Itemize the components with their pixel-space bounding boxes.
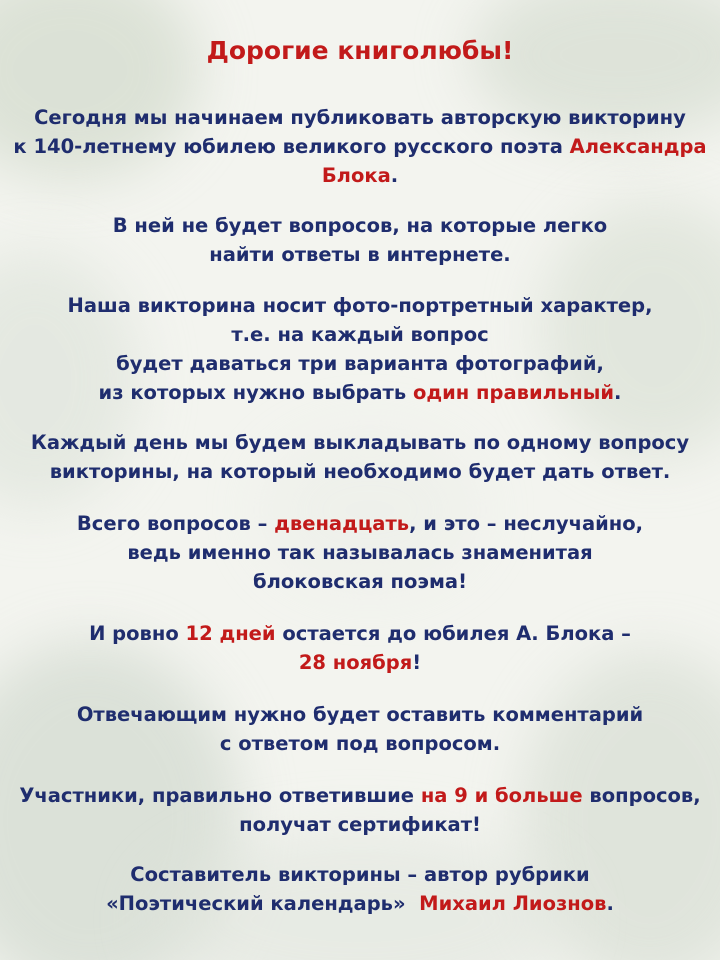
text-line: с ответом под вопросом. — [219, 732, 501, 755]
text-fragment: И ровно — [89, 622, 186, 645]
paragraph-author — [0, 860, 720, 918]
text-line — [0, 161, 720, 190]
paragraph-certificate — [0, 781, 720, 839]
text-line: Сегодня мы начинаем публиковать авторскую викторину — [34, 106, 686, 129]
text-line: викторины, на который необходимо будет дать ответ. — [49, 460, 671, 483]
text-line — [0, 132, 720, 161]
text-fragment: ! — [412, 651, 422, 674]
text-fragment: к 140-летнему юбилею великого русского поэта — [13, 135, 570, 158]
text-line — [0, 889, 720, 918]
text-fragment: , и это – неслучайно, — [409, 512, 644, 535]
text-line — [0, 781, 720, 810]
highlight-text: Михаил Лиознов — [419, 892, 607, 915]
highlight-text: 12 дней — [185, 622, 276, 645]
text-fragment: . — [606, 892, 614, 915]
highlight-text: Александра — [569, 135, 707, 158]
paragraph-daily — [0, 428, 720, 486]
highlight-text: на 9 и больше — [420, 784, 583, 807]
text-fragment: «Поэтический календарь» — [106, 892, 420, 915]
page-title: Дорогие книголюбы! — [206, 36, 514, 65]
text-line: Составитель викторины – автор рубрики — [130, 863, 590, 886]
text-line — [0, 619, 720, 648]
highlight-text: 28 ноября — [298, 651, 413, 674]
highlight-text: двенадцать — [274, 512, 410, 535]
text-line: В ней не будет вопросов, на которые легко — [112, 214, 608, 237]
text-fragment: . — [390, 164, 399, 187]
text-fragment: остается до юбилея А. Блока – — [275, 622, 631, 645]
text-fragment: вопросов, — [582, 784, 701, 807]
text-line — [0, 648, 720, 677]
paragraph-intro — [0, 103, 720, 190]
paragraph-no-internet — [0, 211, 720, 269]
highlight-text: один правильный — [412, 381, 615, 404]
paragraph-countdown — [0, 619, 720, 677]
text-line: получат сертификат! — [239, 813, 481, 836]
text-line — [0, 509, 720, 538]
text-line: блоковская поэма! — [253, 570, 467, 593]
text-fragment: из которых нужно выбрать — [98, 381, 413, 404]
text-line: Наша викторина носит фото-портретный характер, — [67, 294, 653, 317]
text-fragment: . — [614, 381, 622, 404]
text-line: найти ответы в интернете. — [209, 243, 511, 266]
text-line: Каждый день мы будем выкладывать по одному вопросу — [30, 431, 690, 454]
text-line: т.е. на каждый вопрос — [231, 323, 489, 346]
text-line: ведь именно так называлась знаменитая — [127, 541, 593, 564]
paragraph-comments — [0, 700, 720, 758]
text-fragment: Всего вопросов – — [76, 512, 275, 535]
paragraph-format — [0, 291, 720, 407]
text-line: Отвечающим нужно будет оставить комментарий — [76, 703, 644, 726]
paragraph-twelve — [0, 509, 720, 596]
text-line — [0, 378, 720, 407]
text-line: будет даваться три варианта фотографий, — [116, 352, 604, 375]
highlight-text: Блока — [321, 164, 391, 187]
text-fragment: Участники, правильно ответившие — [19, 784, 421, 807]
